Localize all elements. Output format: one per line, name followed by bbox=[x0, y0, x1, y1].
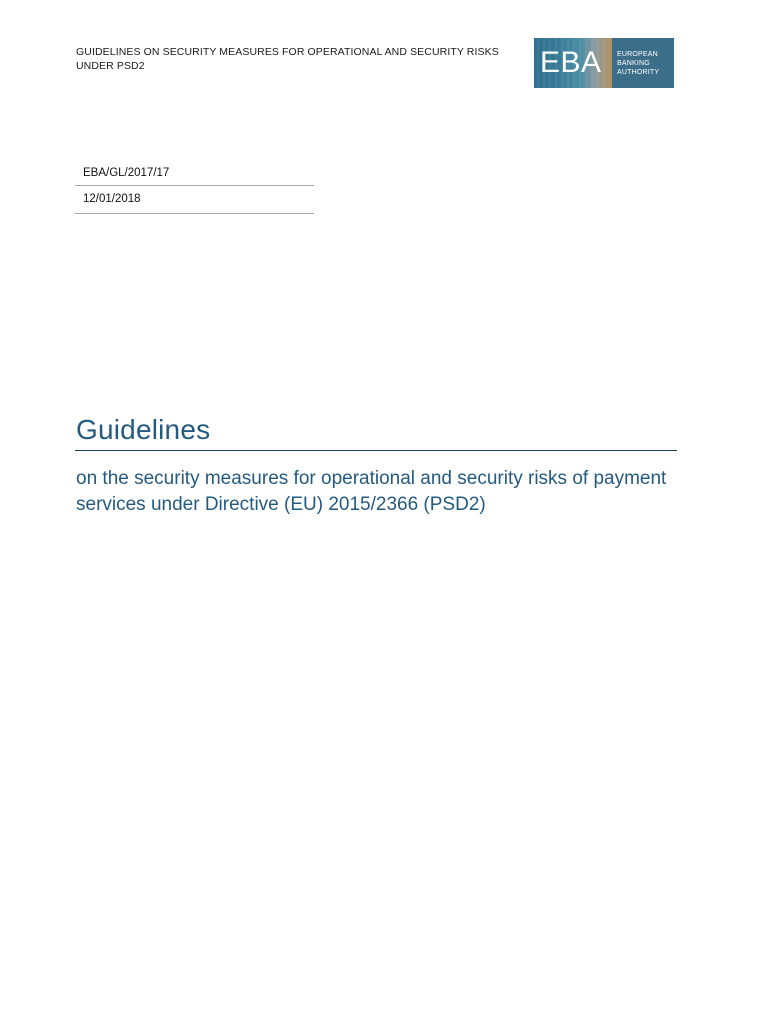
document-number: EBA/GL/2017/17 bbox=[75, 160, 314, 186]
running-header-title: GUIDELINES ON SECURITY MEASURES FOR OPERATIONAL AND SECURITY RISKS UNDER PSD2 bbox=[76, 46, 499, 72]
logo-wordmark bbox=[612, 38, 674, 88]
title-divider bbox=[75, 450, 677, 451]
logo-acronym: EBA bbox=[540, 46, 602, 79]
logo-line-banking: BANKING bbox=[617, 60, 650, 67]
logo-line-european: EUROPEAN bbox=[617, 51, 658, 58]
document-subtitle: on the security measures for operational and security risks of payment services under Directive (EU) 2015/2366 (PSD2) bbox=[76, 468, 667, 515]
document-title: Guidelines bbox=[76, 414, 211, 445]
document-date: 12/01/2018 bbox=[75, 186, 314, 214]
reference-table bbox=[75, 160, 314, 214]
logo-line-authority: AUTHORITY bbox=[617, 69, 660, 76]
eba-logo bbox=[534, 38, 674, 88]
logo-mark bbox=[534, 38, 612, 88]
